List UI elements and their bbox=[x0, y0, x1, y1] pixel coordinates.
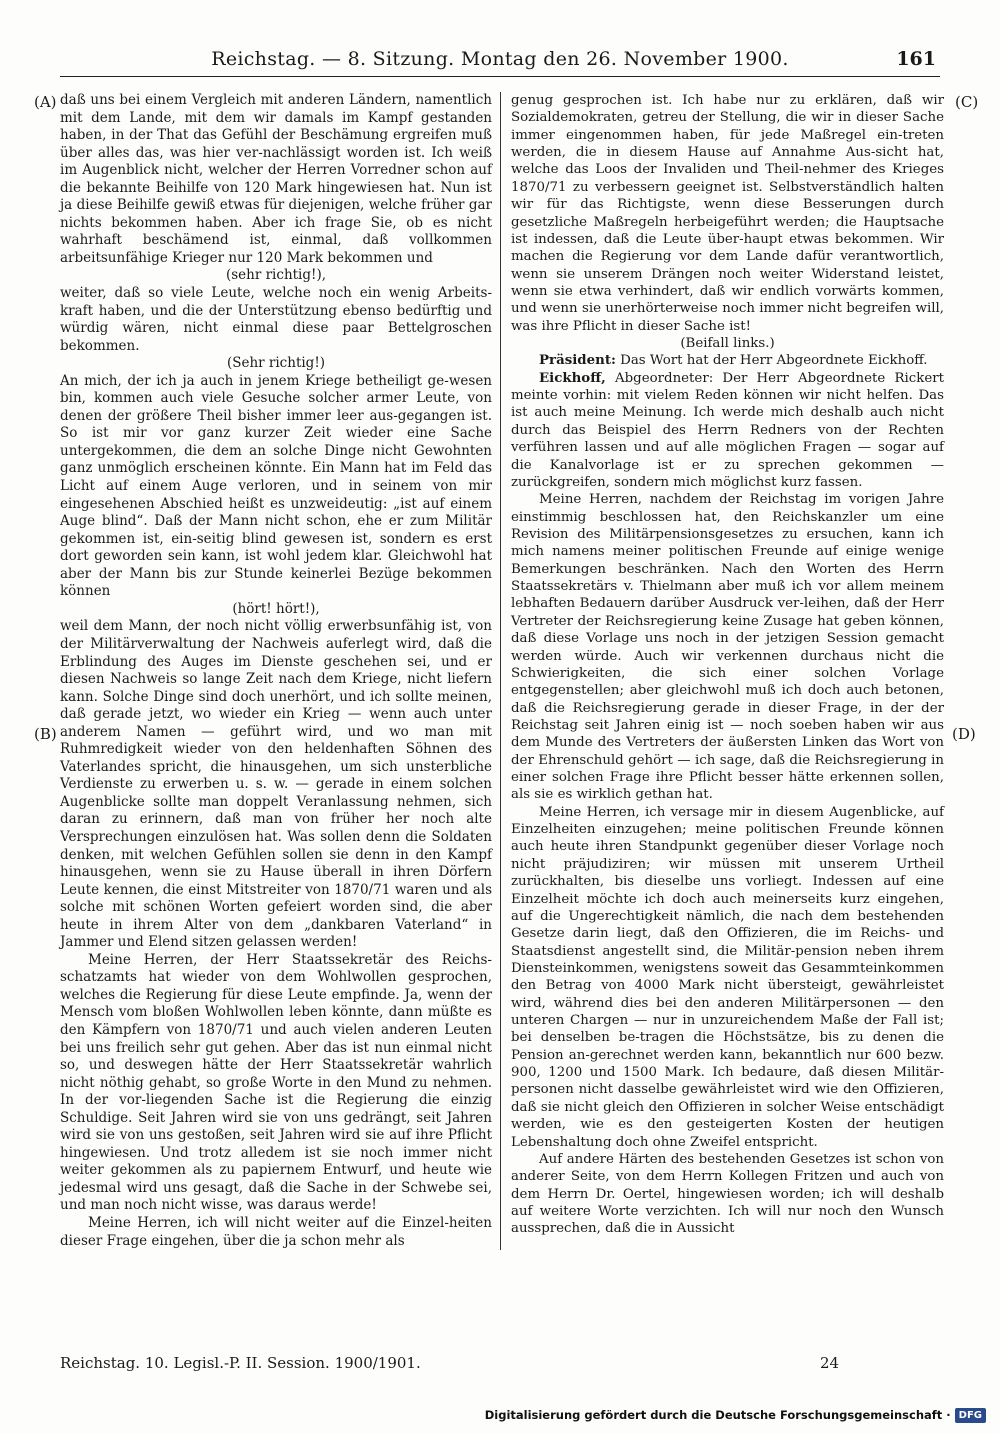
paragraph-text: (sehr richtig!), bbox=[225, 267, 327, 284]
right-column-paragraph bbox=[511, 370, 944, 492]
paragraph-text: (Sehr richtig!) bbox=[226, 355, 326, 372]
dfg-logo: DFG bbox=[955, 1408, 986, 1423]
column-divider bbox=[500, 92, 501, 1250]
right-column-paragraph bbox=[511, 804, 944, 1151]
header-title: Reichstag. — 8. Sitzung. Montag den 26. November 1900. bbox=[211, 48, 789, 70]
right-column-paragraph bbox=[511, 335, 944, 352]
paragraph-text: weiter, daß so viele Leute, welche noch ein wenig Arbeits-kraft haben, und die der Unterstützung ebenso bedürftig und würdig wären, nicht einmal diese paar Bettelgroschen bekommen. bbox=[60, 285, 492, 354]
left-column-paragraph bbox=[60, 373, 492, 601]
digitization-credit bbox=[485, 1404, 986, 1426]
paragraph-text: daß uns bei einem Vergleich mit anderen Ländern, namentlich mit dem Lande, mit dem wir damals im Kampf gestanden haben, in der That das Gefühl der Beschämung ergreifen muß über alles das, was hier ver-nachlässigt worden ist. Ich weiß im Augenblick nicht, welcher der Herren Vorredner schon auf die bekannte Beihilfe von 120 Mark hingewiesen hat. Nun ist ja diese Beihilfe gewiß etwas für diejenigen, welche früher gar nichts bekommen haben. Aber ich frage Sie, ob es nicht wahrhaft beschämend ist, einmal, daß vollkommen arbeitsunfähige Krieger nur 120 Mark bekommen und bbox=[60, 92, 492, 266]
right-column-paragraph bbox=[511, 491, 944, 803]
paragraph-text: Meine Herren, der Herr Staatssekretär des Reichs-schatzamts hat wieder von dem Wohlwollen gesprochen, welches die Regierung für diese Leute empfinde. Ja, wenn der Mensch vom bloßen Wohlwollen leben könnte, dann müßte es den Kämpfern von 1870/71 und auch vielen anderen Leuten bei uns freilich sehr gut gehen. Aber das ist nun einmal nicht so, und deswegen hätte der Herr Staatssekretär wahrlich nicht nöthig gehabt, so große Worte in den Mund zu nehmen. In der vor-liegenden Sache ist die Regierung die einzig Schuldige. Seit Jahren wird sie von uns gedrängt, seit Jahren wird sie von uns gestoßen, seit Jahren wird sie auf ihre Pflicht hingewiesen. Und trotz alledem ist sie noch immer nicht weiter gekommen als zu papiernem Entwurf, und heute wie jedesmal wird uns gesagt, daß die Sache in der Schwebe sei, und man noch nicht wisse, was daraus werde! bbox=[60, 951, 492, 1214]
footer-signature-number: 24 bbox=[820, 1354, 840, 1372]
left-column-paragraph bbox=[60, 285, 492, 355]
page-number: 161 bbox=[896, 48, 936, 70]
paragraph-text: Meine Herren, nachdem der Reichstag im vorigen Jahre einstimmig beschlossen hat, den Reichskanzler um eine Revision des Militärpensionsgesetzes zu ersuchen, kann ich mich namens meiner politischen Freunde auf einige wenige Bemerkungen beschränken. Nach den Worten des Herrn Staatssekretärs v. Thielmann aber muß ich vor allem meinem lebhaften Bedauern darüber Ausdruck ver-leihen, daß der Herr Vertreter der Reichsregierung keine Zusage hat geben können, daß diese Vorlage uns noch in der jetzigen Session gemacht werden würde. Auch wir verkennen durchaus nicht die Schwierigkeiten, die sich einer solchen Vorlage entgegenstellen; aber gleichwohl muß ich doch auch betonen, daß die Reichsregierung gerade in dieser Frage, in der der Reichstag seit Jahren einig ist — noch soeben haben wir aus dem Munde des Vertreters der äußersten Linken das Wort von der Ehrenschuld gehört — ich sage, daß die Reichsregierung in einer solchen Frage ihre Pflicht besser hätte erkennen sollen, als sie es wirklich gethan hat. bbox=[511, 492, 944, 803]
left-column-paragraph bbox=[60, 601, 492, 619]
speaker-name: Eickhoff, bbox=[539, 369, 606, 386]
margin-marker-a: (A) bbox=[34, 93, 57, 111]
left-column-paragraph bbox=[60, 1215, 492, 1250]
paragraph-text: Abgeordneter: Der Herr Abgeordnete Rickert meinte vorhin: mit vielem Reden können wir nicht helfen. Das ist auch meine Meinung. Ich werde mich deshalb auch nicht durch das Beispiel des Herrn Redners von der Rechten verführen lassen und auf alle möglichen Fragen — sogar auf die Kanalvorlage ist er zu sprechen gekommen — zurückgreifen, sondern mich möglichst kurz fassen. bbox=[511, 370, 944, 490]
margin-marker-d: (D) bbox=[952, 725, 976, 743]
left-column-paragraph bbox=[60, 355, 492, 373]
left-column-paragraph bbox=[60, 267, 492, 285]
paragraph-text: Meine Herren, ich will nicht weiter auf die Einzel-heiten dieser Frage eingehen, über die ja schon mehr als bbox=[60, 1215, 492, 1249]
margin-marker-b: (B) bbox=[34, 725, 57, 743]
paragraph-text: (hört! hört!), bbox=[232, 600, 320, 617]
left-column bbox=[60, 92, 492, 1250]
paragraph-text: (Beifall links.) bbox=[680, 336, 775, 352]
left-column-paragraph bbox=[60, 618, 492, 951]
paragraph-text: Meine Herren, ich versage mir in diesem Augenblicke, auf Einzelheiten einzugehen; meine politischen Freunde können auch heute ihren Standpunkt gegenüber dieser Vorlage noch nicht präjudiziren; wir müssen mit unserem Urtheil zurückhalten, bis dieselbe uns vorliegt. Indessen auf eine Einzelheit möchte ich doch auch meinerseits kurz eingehen, auf die Ungerechtigkeit nämlich, die nach dem bestehenden Gesetze darin liegt, daß den Offizieren, die im Reichs- und Staatsdienst angestellt sind, die Militär-pension neben ihrem Diensteinkommen, wenigstens soweit das Gesammteinkommen den Betrag von 4000 Mark nicht übersteigt, gewährleistet wird, während dies bei den anderen Militärpersonen — den unteren Chargen — nur in unzureichendem Maße der Fall ist; bei denselben be-tragen die Höchstsätze, bis zu denen die Pension an-gerechnet werden kann, bekanntlich nur 600 bezw. 900, 1200 und 1500 Mark. Ich bedaure, daß diesen Militär-personen nicht dasselbe gewährleistet wird wie den Offizieren, daß sie nicht gleich den Offizieren in solcher Weise entschädigt werden, wie es den gesteigerten Kosten der heutigen Lebenshaltung doch ohne Zweifel entspricht. bbox=[511, 804, 944, 1150]
paragraph-text: Auf andere Härten des bestehenden Gesetzes ist schon von anderer Seite, von dem Herrn Kollegen Fritzen und auch von dem Herrn Dr. Oertel, hingewiesen worden; ich will deshalb auf weitere Worte verzichten. Ich will nur noch den Wunsch aussprechen, daß die in Aussicht bbox=[511, 1151, 944, 1237]
left-column-paragraph bbox=[60, 952, 492, 1215]
footer-publication-line: Reichstag. 10. Legisl.-P. II. Session. 1900/1901. bbox=[60, 1354, 421, 1372]
right-column-paragraph bbox=[511, 352, 944, 369]
running-header bbox=[60, 44, 940, 77]
paragraph-text: An mich, der ich ja auch in jenem Kriege betheiligt ge-wesen bin, kommen auch viele Gesuche solcher armer Leute, von denen der größere Theil bisher immer leer aus-gegangen ist. So ist mir vor ganz kurzer Zeit wieder eine Sache untergekommen, die dem an solche Dinge nicht Gewohnten ganz unmöglich erscheinen könnte. Ein Mann hat im Feld das Licht auf einem Auge verloren, und in seinem von mir eingesehenen Abschied heißt es unzweideutig: „ist auf einem Auge blind“. Daß der Mann nicht schon, ehe er zum Militär gekommen ist, ein-seitig blind gewesen ist, sondern es erst dort geworden sein kann, ist wohl jedem klar. Gleichwohl hat aber der Mann bis zur Stunde keinerlei Bezüge bekommen können bbox=[60, 372, 492, 600]
right-column bbox=[511, 92, 944, 1238]
paragraph-text: Das Wort hat der Herr Abgeordnete Eickhoff. bbox=[620, 353, 928, 369]
credit-text: Digitalisierung gefördert durch die Deutsche Forschungsgemeinschaft · bbox=[484, 1408, 951, 1422]
paragraph-text: weil dem Mann, der noch nicht völlig erwerbsunfähig ist, von der Militärverwaltung der Nachweis auferlegt wird, daß die Erblindung des Auges im Dienste geschehen sei, und er diesen Nachweis so lange Zeit nach dem Kriege, nicht liefern kann. Solche Dinge sind doch unerhört, und ich sollte meinen, daß gerade jetzt, wo wieder ein Krieg — wenn auch unter anderem Namen — geführt wird, und wo man mit Ruhmredigkeit wieder von den heldenhaften Söhnen des Vaterlandes spricht, die hinausgehen, um sich unsterbliche Verdienste zu erwerben u. s. w. — gerade in einem solchen Augenblicke sollte man doppelt Veranlassung nehmen, sich daran zu erinnern, daß man von früher her noch alte Versprechungen einzulösen hat. Was sollen denn die Soldaten denken, mit welchen Gefühlen sollen sie denn in den Kampf hinausgehen, wenn sie zu Hause überall in ihren Dörfern Leute kennen, die einst Mitstreiter von 1870/71 waren und als solche mit schönen Worten gefeiert worden sind, die aber heute in ihrem Alter von dem „dankbaren Vaterland“ in Jammer und Elend sitzen gelassen werden! bbox=[60, 618, 492, 951]
right-column-paragraph bbox=[511, 1151, 944, 1238]
speaker-name: Präsident: bbox=[539, 352, 616, 369]
left-column-paragraph bbox=[60, 92, 492, 267]
margin-marker-c: (C) bbox=[955, 93, 979, 111]
right-column-paragraph bbox=[511, 92, 944, 335]
paragraph-text: genug gesprochen ist. Ich habe nur zu erklären, daß wir Sozialdemokraten, getreu der Stellung, die wir in dieser Sache immer eingenommen haben, für jede Maßregel ein-treten werden, die in diesem Hause auf Annahme Aus-sicht hat, welche das Loos der Invaliden und Theil-nehmer des Krieges 1870/71 zu verbessern geeignet ist. Selbstverständlich halten wir für das Richtigste, wenn diese Besserungen durch gesetzliche Maßregeln herbeigeführt werden; die Hauptsache ist indessen, daß die Leute über-haupt etwas bekommen. Wir machen die Regierung vor dem Lande dafür verantwortlich, wenn sie unserem Drängen noch weiter Widerstand leistet, wenn sie etwa verhindert, daß wir endlich vorwärts kommen, und wenn sie unerhörterweise noch immer nicht begreifen will, was ihre Pflicht in dieser Sache ist! bbox=[511, 93, 944, 334]
